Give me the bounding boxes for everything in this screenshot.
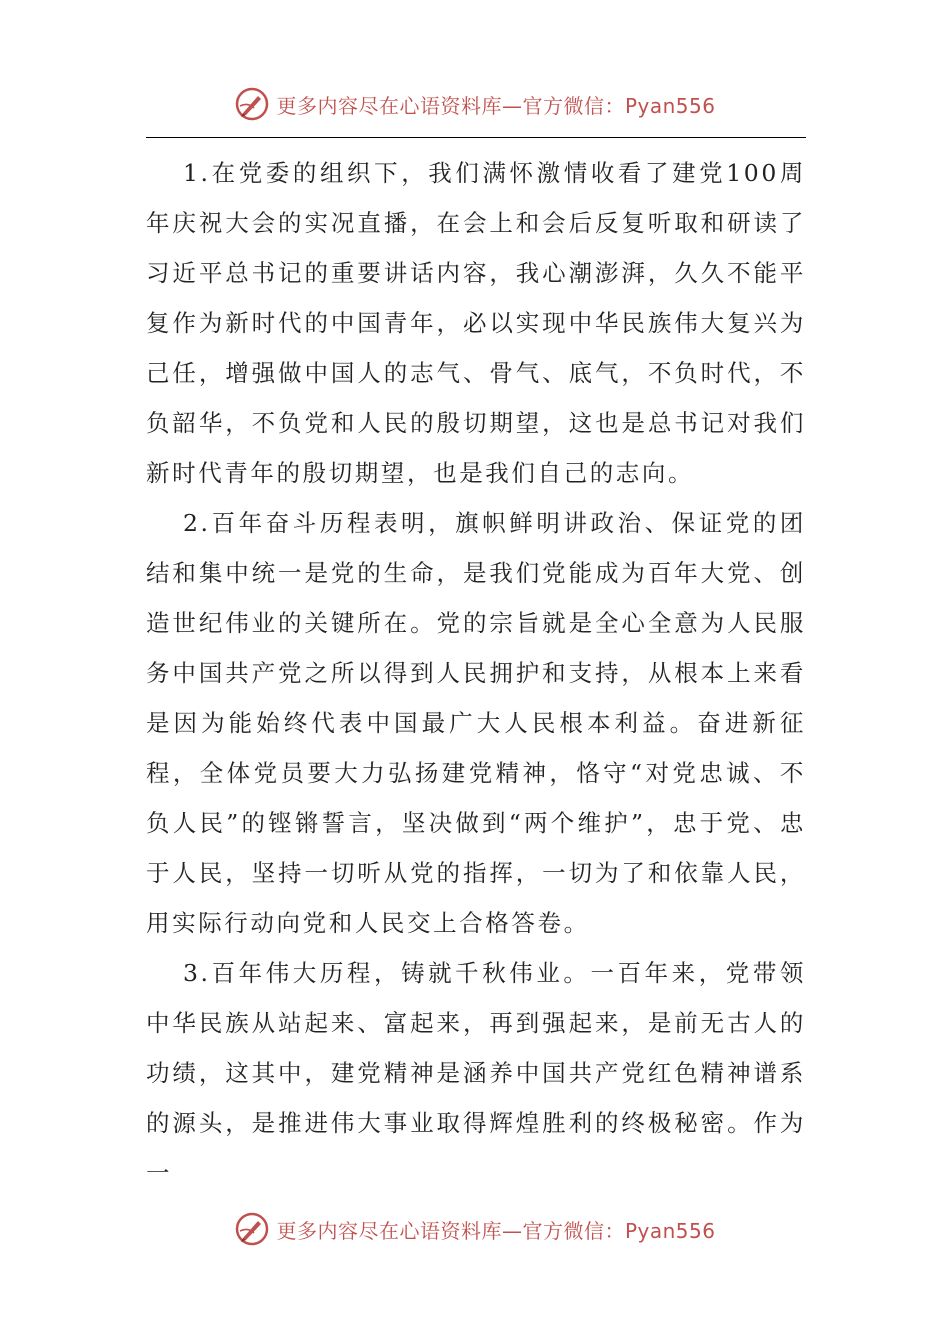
footer-banner-text: 更多内容尽在心语资料库—官方微信：Pyan556 [276, 1218, 716, 1243]
header-banner [0, 82, 950, 126]
header-banner-text: 更多内容尽在心语资料库—官方微信：Pyan556 [276, 93, 716, 118]
paragraph-1: 1.在党委的组织下，我们满怀激情收看了建党100周年庆祝大会的实况直播，在会上和会后反复听取和研读了习近平总书记的重要讲话内容，我心潮澎湃，久久不能平复作为新时代的中国青年，必以实现中华民族伟大复兴为己任，增强做中国人的志气、骨气、底气，不负时代，不负韶华，不负党和人民的殷切期望，这也是总书记对我们新时代青年的殷切期望，也是我们自己的志向。 [146, 159, 806, 487]
paragraph-3: 3.百年伟大历程，铸就千秋伟业。一百年来，党带领中华民族从站起来、富起来，再到强起来，是前无古人的功绩，这其中，建党精神是涵养中国共产党红色精神谱系的源头，是推进伟大事业取得辉煌胜利的终极秘密。作为一 [146, 959, 806, 1187]
header-divider [146, 137, 806, 138]
pen-logo-icon [234, 86, 270, 122]
document-body [146, 148, 806, 1198]
paragraph-2: 2.百年奋斗历程表明，旗帜鲜明讲政治、保证党的团结和集中统一是党的生命，是我们党能成为百年大党、创造世纪伟业的关键所在。党的宗旨就是全心全意为人民服务中国共产党之所以得到人民拥护和支持，从根本上来看是因为能始终代表中国最广大人民根本利益。奋进新征程，全体党员要大力弘扬建党精神，恪守“对党忠诚、不负人民”的铿锵誓言，坚决做到“两个维护”，忠于党、忠于人民，坚持一切听从党的指挥，一切为了和依靠人民，用实际行动向党和人民交上合格答卷。 [146, 509, 806, 937]
pen-logo-icon [234, 1211, 270, 1247]
footer-banner [0, 1207, 950, 1251]
